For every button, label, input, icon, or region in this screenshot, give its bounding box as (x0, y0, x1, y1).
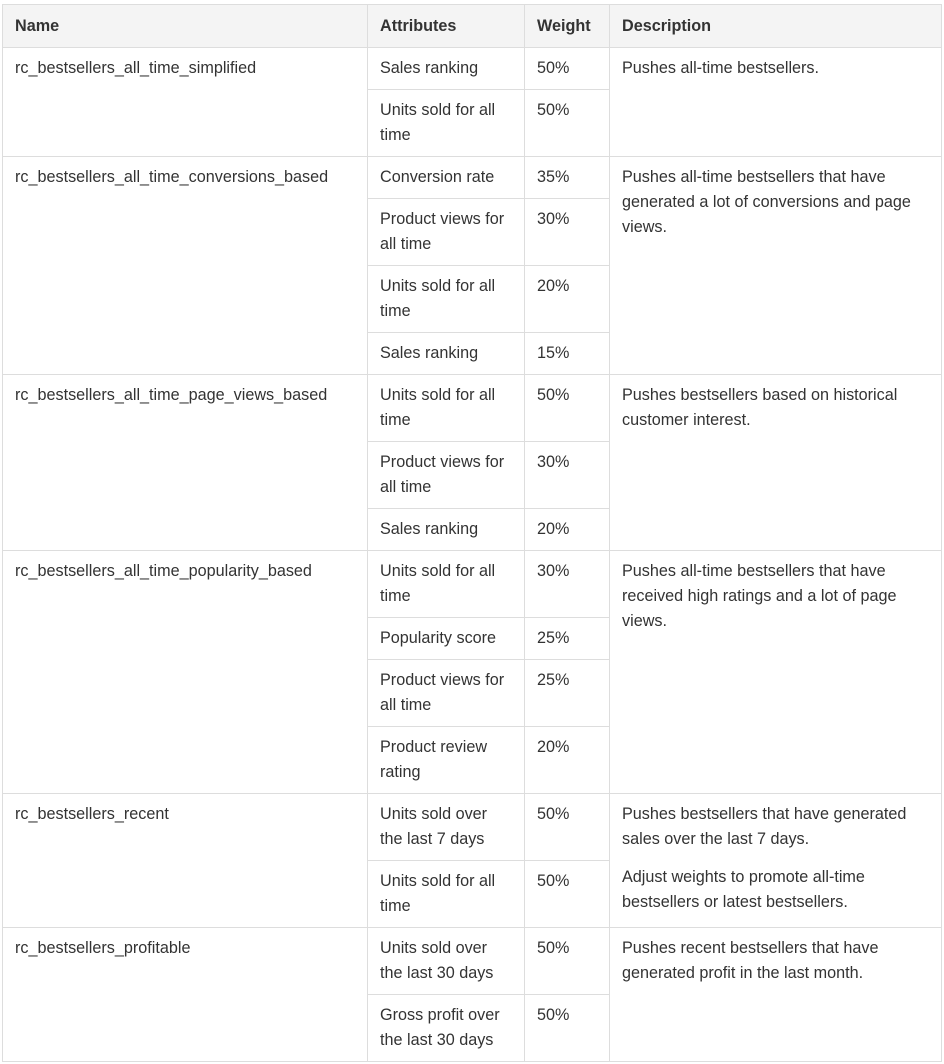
cell-weight: 25% (525, 618, 610, 660)
cell-attribute: Units sold for all time (368, 90, 525, 157)
cell-attribute: Units sold for all time (368, 861, 525, 928)
cell-name: rc_bestsellers_all_time_popularity_based (3, 551, 368, 794)
cell-name: rc_bestsellers_all_time_conversions_based (3, 157, 368, 375)
cell-attribute: Product review rating (368, 727, 525, 794)
table-row (3, 48, 942, 90)
cell-name: rc_bestsellers_recent (3, 794, 368, 928)
header-attributes: Attributes (368, 5, 525, 48)
cell-attribute: Product views for all time (368, 660, 525, 727)
cell-attribute: Units sold for all time (368, 551, 525, 618)
header-row (3, 5, 942, 48)
description-paragraph: Pushes bestsellers that have generated sales over the last 7 days. (622, 805, 907, 848)
table-row (3, 794, 942, 861)
description-paragraph: Pushes all-time bestsellers. (622, 59, 820, 77)
header-name: Name (3, 5, 368, 48)
cell-weight: 50% (525, 48, 610, 90)
cell-description (610, 48, 942, 157)
cell-weight: 50% (525, 794, 610, 861)
cell-attribute: Conversion rate (368, 157, 525, 199)
cell-description (610, 928, 942, 1062)
cell-name: rc_bestsellers_all_time_simplified (3, 48, 368, 157)
cell-weight: 50% (525, 861, 610, 928)
cell-weight: 50% (525, 995, 610, 1062)
description-paragraph: Pushes bestsellers based on historical customer interest. (622, 386, 898, 429)
cell-weight: 35% (525, 157, 610, 199)
cell-weight: 25% (525, 660, 610, 727)
description-paragraph: Pushes all-time bestsellers that have received high ratings and a lot of page views. (622, 562, 897, 630)
cell-attribute: Sales ranking (368, 333, 525, 375)
cell-weight: 50% (525, 928, 610, 995)
cell-weight: 20% (525, 727, 610, 794)
cell-attribute: Sales ranking (368, 509, 525, 551)
cell-description (610, 794, 942, 928)
cell-attribute: Units sold over the last 30 days (368, 928, 525, 995)
description-paragraph: Pushes all-time bestsellers that have generated a lot of conversions and page views. (622, 168, 911, 236)
cell-weight: 20% (525, 266, 610, 333)
cell-description (610, 375, 942, 551)
cell-name: rc_bestsellers_profitable (3, 928, 368, 1062)
header-weight: Weight (525, 5, 610, 48)
cell-attribute: Product views for all time (368, 442, 525, 509)
description-paragraph: Adjust weights to promote all-time bestsellers or latest bestsellers. (622, 868, 865, 911)
cell-attribute: Units sold for all time (368, 375, 525, 442)
table-row (3, 157, 942, 199)
cell-attribute: Sales ranking (368, 48, 525, 90)
cell-weight: 30% (525, 442, 610, 509)
cell-attribute: Gross profit over the last 30 days (368, 995, 525, 1062)
table-row (3, 375, 942, 442)
cell-description (610, 157, 942, 375)
table-row (3, 928, 942, 995)
cell-weight: 50% (525, 90, 610, 157)
cell-weight: 30% (525, 199, 610, 266)
cell-weight: 20% (525, 509, 610, 551)
cell-attribute: Units sold for all time (368, 266, 525, 333)
table-row (3, 551, 942, 618)
cell-weight: 15% (525, 333, 610, 375)
table-header (3, 5, 942, 48)
cell-attribute: Popularity score (368, 618, 525, 660)
table-body (3, 48, 942, 1062)
recommendations-table (2, 4, 942, 1062)
description-paragraph: Pushes recent bestsellers that have generated profit in the last month. (622, 939, 879, 982)
cell-description (610, 551, 942, 794)
cell-weight: 50% (525, 375, 610, 442)
cell-name: rc_bestsellers_all_time_page_views_based (3, 375, 368, 551)
cell-attribute: Product views for all time (368, 199, 525, 266)
cell-weight: 30% (525, 551, 610, 618)
cell-attribute: Units sold over the last 7 days (368, 794, 525, 861)
header-description: Description (610, 5, 942, 48)
